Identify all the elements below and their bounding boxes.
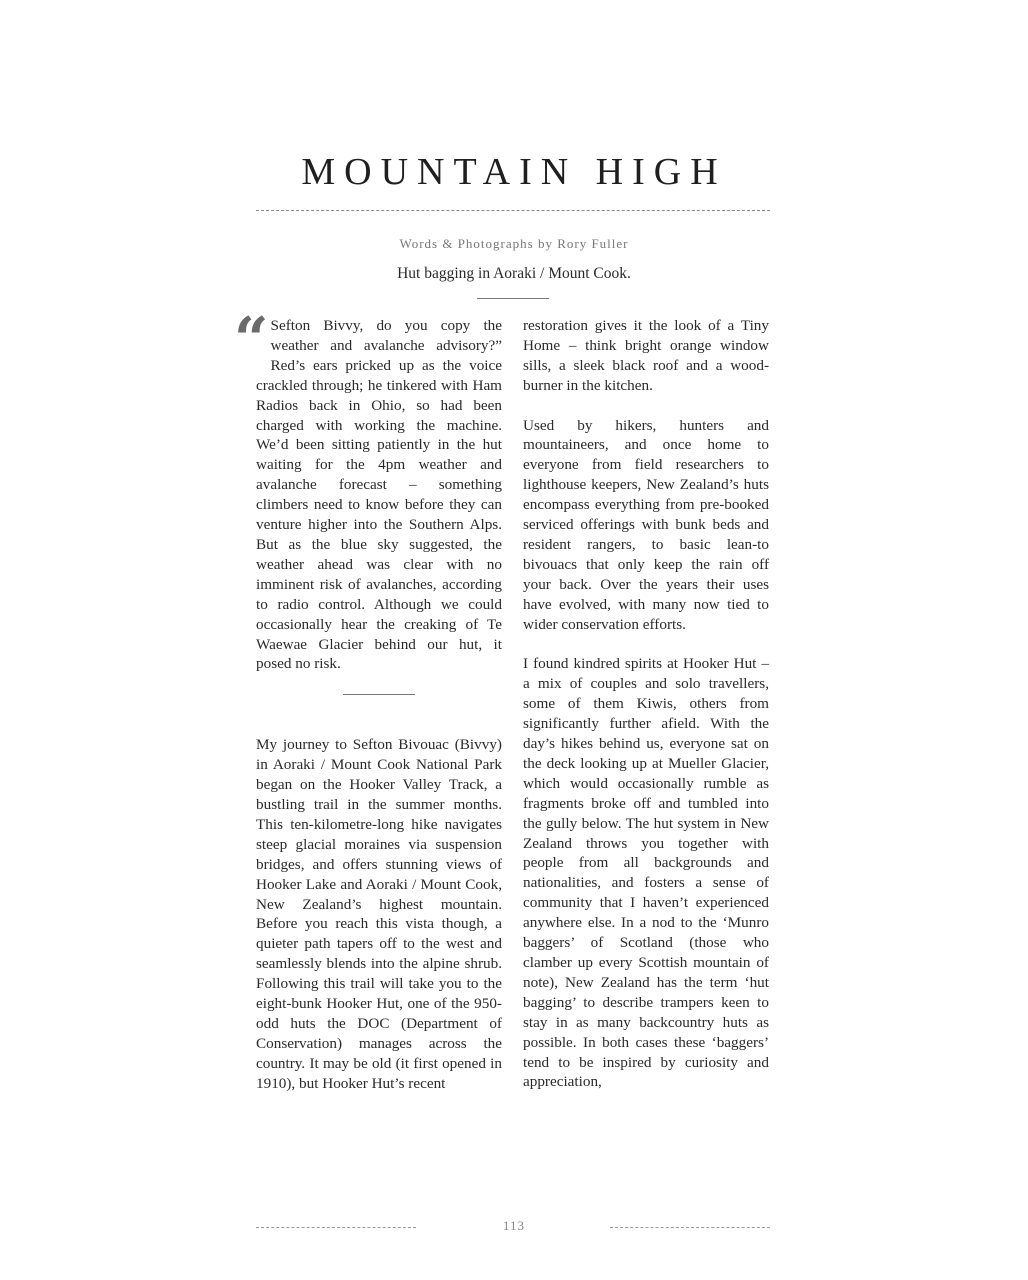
- paragraph-opening-text: Sefton Bivvy, do you copy the weather and avalanche advisory?” Red’s ears pricked up as the voice crackled through; he tinkered with Ham Radios back in Ohio, so had been charged with working the machine. We’d been sitting patiently in the hut waiting for the 4pm weather and avalanche forecast – something climbers need to know before they can venture higher into the Southern Alps. But as the blue sky suggested, the weather ahead was clear with no imminent risk of avalanches, according to radio control. Although we could occasionally hear the creaking of Te Waewae Glacier behind our hut, it posed no risk.: [256, 317, 502, 673]
- paragraph-kindred-spirits: I found kindred spirits at Hooker Hut – a mix of couples and solo travellers, some of them Kiwis, others from significantly further afield. With the day’s hikes behind us, everyone sat on the deck looking up at Mueller Glacier, which would occasionally rumble as fragments broke off and tumbled into the gully below. The hut system in New Zealand throws you together with people from all backgrounds and nationalities, and fosters a sense of community that I haven’t experienced anywhere else. In a nod to the ‘Munro baggers’ of Scotland (those who clamber up every Scottish mountain of note), New Zealand has the term ‘hut bagging’ to describe trampers keen to stay in as many backcountry huts as possible. In both cases these ‘baggers’ tend to be inspired by curiosity and appreciation,: [523, 655, 769, 1091]
- footer-divider-right: [610, 1227, 770, 1228]
- paragraph-restoration: restoration gives it the look of a Tiny Home – think bright orange window sills, a sleek black roof and a wood-burner in the kitchen.: [523, 317, 769, 394]
- quote-mark-icon: “: [234, 305, 269, 375]
- paragraph-opening: [234, 305, 502, 674]
- title-divider: [256, 210, 770, 211]
- byline: Words & Photographs by Rory Fuller: [399, 236, 629, 251]
- paragraph-huts: Used by hikers, hunters and mountaineers, and once home to everyone from field researchers to lighthouse keepers, New Zealand’s huts encompass everything from pre-booked serviced offerings with bunk beds and resident rangers, to basic lean-to bivouacs that only keep the rain off your back. Over the years their uses have evolved, with many now tied to wider conservation efforts.: [523, 416, 769, 633]
- left-column: [234, 305, 502, 1114]
- right-column: [523, 316, 769, 1112]
- page-number: 113: [502, 1218, 526, 1233]
- paragraph-journey: My journey to Sefton Bivouac (Bivvy) in Aoraki / Mount Cook National Park began on the Hooker Valley Track, a bustling trail in the summer months. This ten-kilometre-long hike navigates steep glacial moraines via suspension bridges, and offers stunning views of Hooker Lake and Aoraki / Mount Cook, New Zealand’s highest mountain. Before you reach this vista though, a quieter path tapers off to the west and seamlessly blends into the alpine shrub. Following this trail will take you to the eight-bunk Hooker Hut, one of the 950-odd huts the DOC (Department of Conservation) manages across the country. It may be old (it first opened in 1910), but Hooker Hut’s recent: [256, 736, 502, 1092]
- section-divider: [343, 694, 415, 695]
- article-title: MOUNTAIN HIGH: [301, 151, 727, 193]
- article-subtitle: Hut bagging in Aoraki / Mount Cook.: [397, 265, 631, 282]
- subtitle-divider: [477, 298, 549, 299]
